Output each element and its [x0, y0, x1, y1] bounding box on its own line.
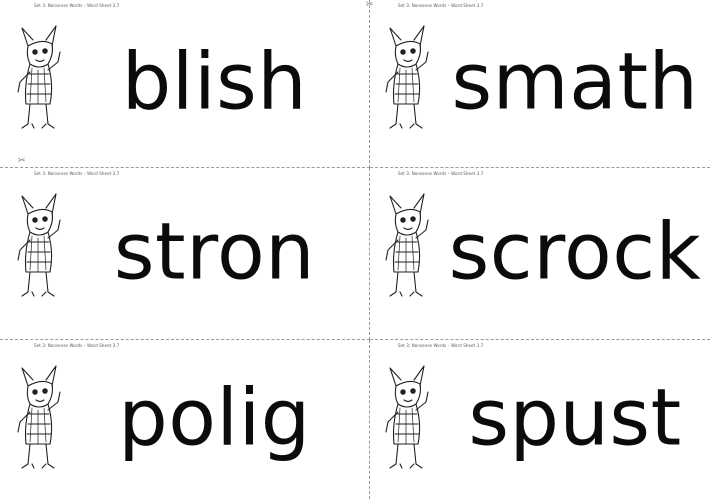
word-card — [370, 340, 710, 499]
card-caption: Set 3: Nonsense Words – Word Sheet 3.7 — [34, 171, 120, 176]
word-card — [0, 0, 370, 168]
card-caption: Set 3: Nonsense Words – Word Sheet 3.7 — [398, 343, 484, 348]
word-card — [370, 0, 710, 168]
scissors-icon: ✂ — [18, 156, 26, 166]
nonsense-word: blish — [121, 36, 308, 127]
word-card — [0, 340, 370, 499]
nonsense-word: polig — [118, 372, 311, 463]
card-caption: Set 3: Nonsense Words – Word Sheet 3.7 — [398, 171, 484, 176]
card-caption: Set 3: Nonsense Words – Word Sheet 3.7 — [34, 343, 120, 348]
card-caption: Set 3: Nonsense Words – Word Sheet 3.7 — [398, 3, 484, 8]
scissors-icon: ✂ — [366, 0, 374, 10]
nonsense-word: scrock — [448, 206, 702, 297]
nonsense-word: stron — [113, 206, 316, 297]
nonsense-word: spust — [468, 372, 682, 463]
nonsense-word: smath — [451, 36, 699, 127]
word-card — [370, 168, 710, 340]
card-caption: Set 3: Nonsense Words – Word Sheet 3.7 — [34, 3, 120, 8]
word-card — [0, 168, 370, 340]
